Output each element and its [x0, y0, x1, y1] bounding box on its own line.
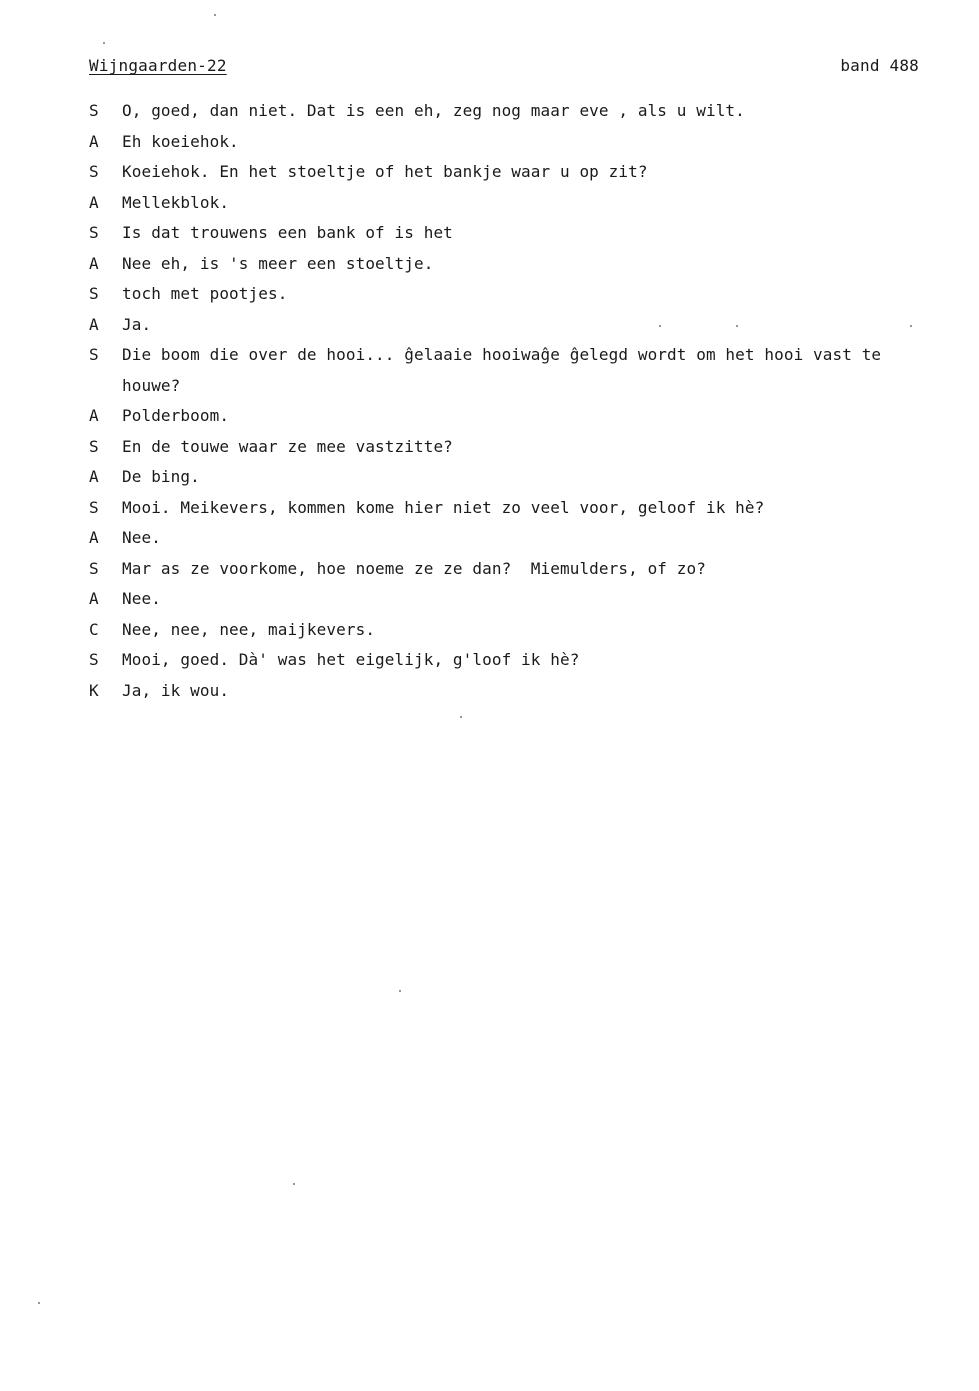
transcript-line — [89, 401, 929, 432]
transcript-line — [89, 584, 929, 615]
transcript-line — [89, 554, 929, 585]
utterance-text: Nee, nee, nee, maijkevers. — [122, 619, 376, 639]
document-title: Wijngaarden-22 — [89, 56, 227, 75]
speaker-label: K — [89, 680, 99, 700]
speaker-label: S — [89, 162, 99, 181]
transcript-line — [89, 157, 929, 188]
utterance-text: Is dat trouwens een bank of is het — [122, 223, 453, 242]
speaker-label: A — [89, 192, 99, 212]
utterance-text: Ja. — [122, 314, 152, 334]
scan-speck — [399, 990, 401, 992]
speaker-label: S — [89, 436, 99, 456]
transcript-line — [89, 188, 929, 219]
utterance-text: O, goed, dan niet. Dat is een eh, zeg nog maar eve , als u wilt. — [122, 101, 745, 120]
utterance-text: Eh koeiehok. — [122, 131, 239, 151]
transcript-line — [89, 96, 929, 127]
scan-speck — [38, 1302, 40, 1304]
transcript-line — [89, 340, 929, 401]
utterance-text: Koeiehok. En het stoeltje of het bankje waar u op zit? — [122, 162, 648, 181]
utterance-text: En de touwe waar ze mee vastzitte? — [122, 436, 453, 456]
utterance-text: Die boom die over de hooi... ĝelaaie hooiwaĝe ĝelegd wordt om het hooi vast te houwe? — [122, 345, 891, 395]
speaker-label: A — [89, 131, 99, 151]
speaker-label: S — [89, 101, 99, 120]
scan-speck — [460, 716, 462, 718]
transcript-line — [89, 249, 929, 280]
utterance-text: Mellekblok. — [122, 192, 230, 212]
scan-speck — [736, 325, 738, 327]
utterance-text: Mooi. Meikevers, kommen kome hier niet zo veel voor, geloof ik hè? — [122, 497, 765, 517]
band-number: band 488 — [840, 56, 919, 75]
speaker-label: A — [89, 314, 99, 334]
speaker-label: S — [89, 284, 99, 303]
transcript-line — [89, 310, 929, 341]
utterance-text: Nee. — [122, 589, 161, 608]
speaker-label: A — [89, 589, 99, 608]
speaker-label: S — [89, 558, 99, 578]
speaker-label: S — [89, 497, 99, 517]
utterance-text: toch met pootjes. — [122, 284, 288, 303]
speaker-label: S — [89, 345, 99, 364]
scan-speck — [103, 42, 105, 44]
speaker-label: C — [89, 619, 99, 639]
speaker-label: A — [89, 253, 99, 273]
transcript-line — [89, 676, 929, 707]
utterance-text: De bing. — [122, 467, 200, 486]
utterance-text: Mar as ze voorkome, hoe noeme ze ze dan? Miemulders, of zo? — [122, 558, 706, 578]
utterance-text: Nee eh, is 's meer een stoeltje. — [122, 253, 434, 273]
transcript-line — [89, 432, 929, 463]
speaker-label: A — [89, 406, 99, 425]
transcript-line — [89, 523, 929, 554]
transcript-line — [89, 462, 929, 493]
transcript-line — [89, 279, 929, 310]
scan-speck — [293, 1183, 295, 1185]
scan-speck — [659, 325, 661, 327]
scan-speck — [214, 14, 216, 16]
speaker-label: S — [89, 223, 99, 242]
speaker-label: S — [89, 650, 99, 669]
speaker-label: A — [89, 528, 99, 547]
transcript-line — [89, 218, 929, 249]
transcript-line — [89, 127, 929, 158]
utterance-text: Nee. — [122, 528, 161, 547]
transcript-line — [89, 493, 929, 524]
transcript-line — [89, 615, 929, 646]
transcript-line — [89, 645, 929, 676]
utterance-text: Ja, ik wou. — [122, 680, 230, 700]
utterance-text: Polderboom. — [122, 406, 230, 425]
utterance-text: Mooi, goed. Dà' was het eigelijk, g'loof ik hè? — [122, 650, 580, 669]
speaker-label: A — [89, 467, 99, 486]
transcript-body — [89, 96, 929, 706]
scan-speck — [910, 325, 912, 327]
